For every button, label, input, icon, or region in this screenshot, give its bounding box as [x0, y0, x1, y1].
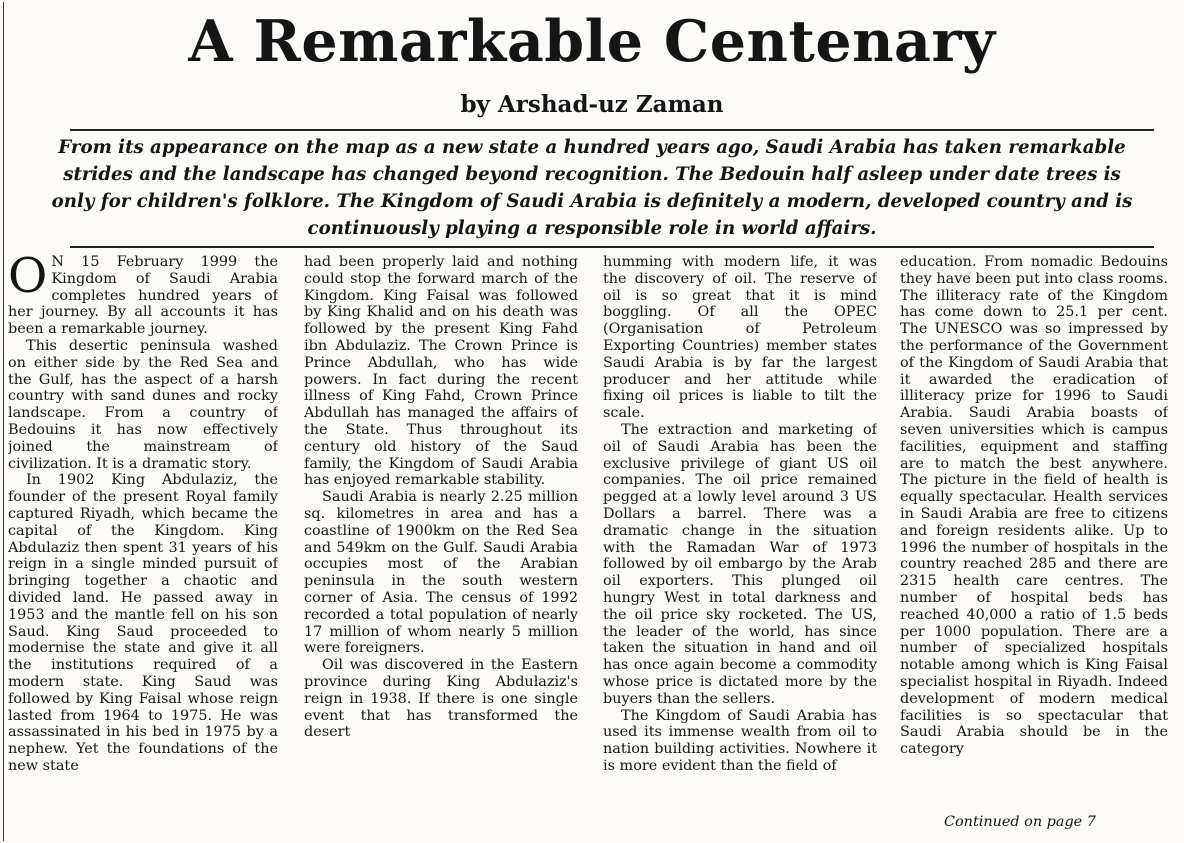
article-paragraph: humming with modern life, it was the discovery of oil. The reserve of oil is so great that it is mind boggling. Of all the OPEC (Organisation of Petroleum Exporting Countries) member states Saudi Arabia is by far the largest producer and her attitude while fixing oil prices is liable to tilt the scale. [603, 254, 877, 422]
article-paragraph: education. From nomadic Bedouins they have been put into class rooms. The illiteracy rate of the Kingdom has come down to 25.1 per cent. The UNESCO was so impressed by the performance of the Government of the Kingdom of Saudi Arabia that it awarded the eradication of illiteracy prize for 1996 to Saudi Arabia. Saudi Arabia boasts of seven universities which is campus facilities, equipment and staffing are to match the best anywhere. The picture in the field of health is equally spectacular. Health services in Saudi Arabia are free to citizens and foreign residents alike. Up to 1996 the number of hospitals in the country reached 285 and there are 2315 health care centres. The number of hospital beds has reached 40,000 a ratio of 1.5 beds per 1000 population. There are a number of specialized hospitals notable among which is King Faisal specialist hospital in Riyadh. Indeed development of modern medical facilities is so spectacular that Saudi Arabia should be in the category [900, 254, 1168, 758]
article-paragraph: O N 15 February 1999 the Kingdom of Saudi Arabia completes hundred years of her journey. By all accounts it has been a remarkable journey. [8, 254, 278, 338]
column-rule [3, 2, 4, 841]
standfirst-rule-bottom [70, 246, 1154, 248]
article-column-4 [900, 254, 1168, 810]
article-paragraph: Saudi Arabia is nearly 2.25 million sq. kilometres in area and has a coastline of 1900km on the Red Sea and 549km on the Gulf. Saudi Arabia occupies most of the Arabian peninsula in the south western corner of Asia. The census of 1992 recorded a total population of nearly 17 million of whom nearly 5 million were foreigners. [304, 489, 578, 657]
byline: by Arshad-uz Zaman [460, 91, 724, 118]
article-paragraph: had been properly laid and nothing could stop the forward march of the Kingdom. King Faisal was followed by King Khalid and on his death was followed by the present King Fahd ibn Abdulaziz. The Crown Prince is Prince Abdullah, who has wide powers. In fact during the recent illness of King Fahd, Crown Prince Abdullah has managed the affairs of the State. Thus throughout its century old history of the Saud family, the Kingdom of Saudi Arabia has enjoyed remarkable stability. [304, 254, 578, 489]
drop-cap: O [8, 254, 48, 304]
article-column-1 [8, 254, 278, 839]
article-column-3 [603, 254, 877, 839]
standfirst-rule-top [70, 129, 1154, 131]
article-column-2 [304, 254, 578, 839]
article-paragraph: This desertic peninsula washed on either side by the Red Sea and the Gulf, has the aspect of a harsh country with sand dunes and rocky landscape. From a country of Bedouins it has now effectively joined the mainstream of civilization. It is a dramatic story. [8, 337, 278, 472]
article-paragraph: The extraction and marketing of oil of Saudi Arabia has been the exclusive privilege of giant US oil companies. The oil price remained pegged at a lowly level around 3 US Dollars a barrel. There was a dramatic change in the situation with the Ramadan War of 1973 followed by oil embargo by the Arab oil exporters. This plunged oil hungry West in total darkness and the oil price sky rocketed. The US, the leader of the world, has since taken the situation in hand and oil has once again become a commodity whose price is dictated more by the buyers than the sellers. [603, 421, 877, 707]
article-paragraph: Oil was discovered in the Eastern province during King Abdulaziz's reign in 1938. If there is one single event that has transformed the desert [304, 657, 578, 741]
continued-note: Continued on page 7 [944, 814, 1096, 830]
article-paragraph: In 1902 King Abdulaziz, the founder of the present Royal family captured Riyadh, which became the capital of the Kingdom. King Abdulaziz then spent 31 years of his reign in a single minded pursuit of bringing together a chaotic and divided land. He passed away in 1953 and the mantle fell on his son Saud. King Saud proceeded to modernise the state and give it all the institutions required of a modern state. King Saud was followed by King Faisal whose reign lasted from 1964 to 1975. He was assassinated in his bed in 1975 by a nephew. Yet the foundations of the new state [8, 472, 278, 774]
article-paragraph: The Kingdom of Saudi Arabia has used its immense wealth from oil to nation building activities. Nowhere it is more evident than the field of [603, 707, 877, 774]
headline: A Remarkable Centenary [188, 8, 996, 75]
standfirst: From its appearance on the map as a new state a hundred years ago, Saudi Arabia has taken remarkable strides and the landscape has changed beyond recognition. The Bedouin half asleep under date trees is only for children's folklore. The Kingdom of Saudi Arabia is definitely a modern, developed country and is continuously playing a responsible role in world affairs. [51, 137, 1133, 239]
